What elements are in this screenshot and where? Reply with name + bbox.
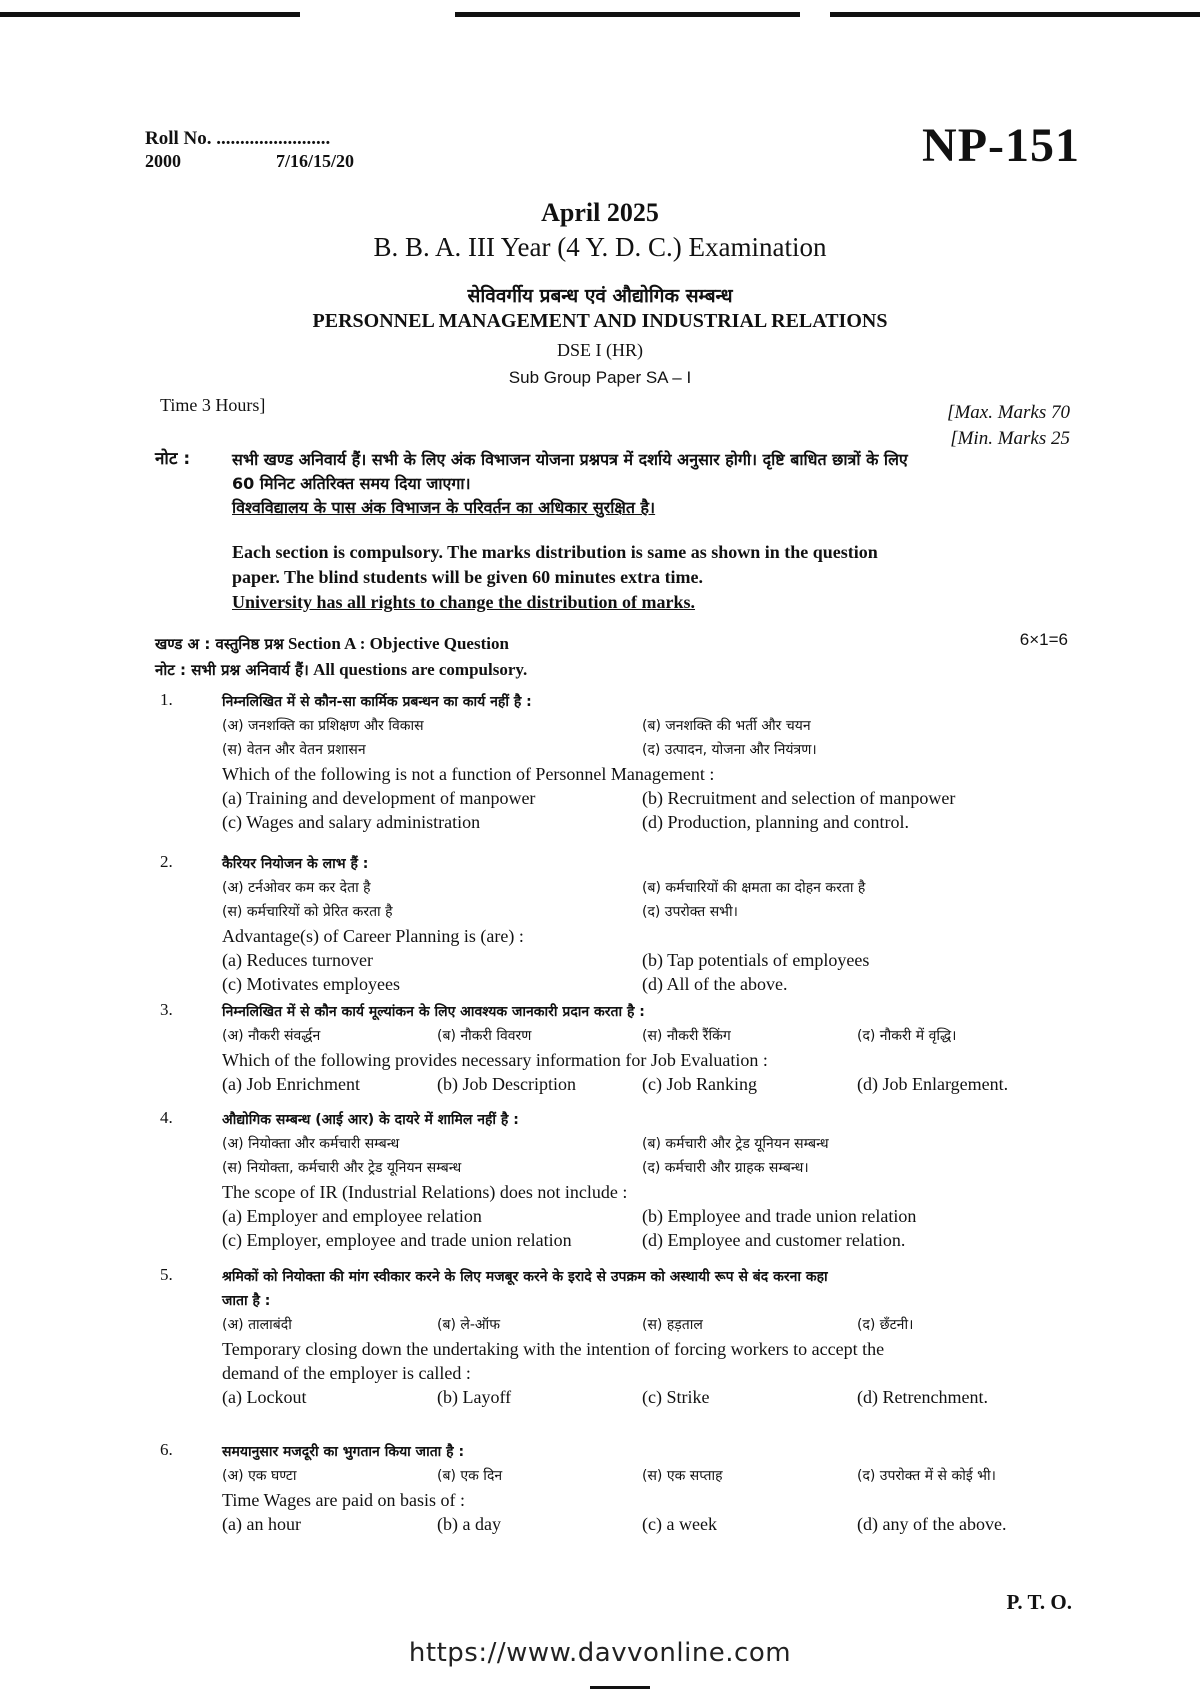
subject-title: PERSONNEL MANAGEMENT AND INDUSTRIAL RELATIONS bbox=[312, 310, 888, 332]
option-hindi-a: (अ) जनशक्ति का प्रशिक्षण और विकास bbox=[222, 718, 424, 734]
option-c: (c) Wages and salary administration bbox=[222, 812, 481, 832]
option-b: (b) a day bbox=[437, 1514, 501, 1534]
section-hindi-label: खण्ड अ : वस्तुनिष्ठ प्रश्न bbox=[155, 635, 284, 653]
option-b: (b) Tap potentials of employees bbox=[642, 950, 870, 970]
option-hindi-c: (स) नियोक्ता, कर्मचारी और ट्रेड यूनियन सम्बन्ध bbox=[222, 1160, 462, 1176]
note-hindi-line1: सभी खण्ड अनिवार्य हैं। सभी के लिए अंक विभाजन योजना प्रश्नपत्र में दर्शाये अनुसार होगी। दृष्टि बाधित छात्रों के लिए bbox=[232, 450, 908, 469]
note-english bbox=[232, 540, 1062, 615]
hindi-subject: सेविवर्गीय प्रबन्ध एवं औद्योगिक सम्बन्ध bbox=[467, 285, 733, 307]
question-hindi: निम्नलिखित में से कौन कार्य मूल्यांकन के लिए आवश्यक जानकारी प्रदान करता है : bbox=[222, 1004, 645, 1020]
question-hindi: औद्योगिक सम्बन्ध (आई आर) के दायरे में शामिल नहीं है : bbox=[222, 1112, 519, 1128]
option-c: (c) Employer, employee and trade union relation bbox=[222, 1230, 572, 1250]
max-marks: [Max. Marks 70 bbox=[947, 402, 1070, 423]
option-a: (a) Employer and employee relation bbox=[222, 1206, 482, 1226]
section-label: Section A : Objective Question bbox=[287, 634, 509, 653]
option-hindi-b: (ब) कर्मचारी और ट्रेड यूनियन सम्बन्ध bbox=[642, 1136, 829, 1152]
question-number: 5. bbox=[160, 1265, 173, 1284]
option-hindi-a: (अ) नियोक्ता और कर्मचारी सम्बन्ध bbox=[222, 1136, 400, 1152]
option-hindi-c: (स) हड़ताल bbox=[642, 1317, 703, 1333]
option-hindi-c: (स) एक सप्ताह bbox=[642, 1468, 723, 1484]
option-c: (c) Job Ranking bbox=[642, 1074, 757, 1094]
question-number: 3. bbox=[160, 1000, 173, 1019]
footer-rule bbox=[590, 1686, 650, 1689]
subgroup-label: Sub Group Paper SA – I bbox=[508, 368, 692, 387]
question-hindi: कैरियर नियोजन के लाभ हैं : bbox=[222, 856, 369, 872]
exam-date: April 2025 bbox=[541, 198, 659, 227]
option-hindi-a: (अ) तालाबंदी bbox=[222, 1317, 292, 1333]
option-hindi-a: (अ) एक घण्टा bbox=[222, 1468, 297, 1484]
option-c: (c) Motivates employees bbox=[222, 974, 400, 994]
question-number: 6. bbox=[160, 1440, 173, 1459]
option-d: (d) any of the above. bbox=[857, 1514, 1007, 1534]
option-c: (c) a week bbox=[642, 1514, 717, 1534]
question-hindi: समयानुसार मजदूरी का भुगतान किया जाता है : bbox=[222, 1444, 465, 1460]
roll-number: Roll No. ........................ bbox=[145, 128, 331, 149]
please-turn-over: P. T. O. bbox=[1006, 1590, 1072, 1614]
question-hindi-cont: जाता है : bbox=[222, 1293, 271, 1309]
option-c: (c) Strike bbox=[642, 1387, 710, 1407]
option-hindi-b: (ब) नौकरी विवरण bbox=[437, 1028, 532, 1044]
question-english: Advantage(s) of Career Planning is (are) : bbox=[222, 926, 524, 946]
option-hindi-d: (द) उत्पादन, योजना और नियंत्रण। bbox=[642, 742, 817, 758]
section-marks: 6×1=6 bbox=[1019, 630, 1068, 649]
question-english: Temporary closing down the undertaking with the intention of forcing workers to accept the bbox=[222, 1339, 885, 1359]
section-heading bbox=[155, 634, 509, 654]
top-rule-left bbox=[0, 12, 300, 17]
option-d: (d) Employee and customer relation. bbox=[642, 1230, 906, 1250]
option-hindi-d: (द) उपरोक्त में से कोई भी। bbox=[857, 1468, 996, 1484]
time-allowed: Time 3 Hours] bbox=[160, 395, 266, 415]
option-b: (b) Employee and trade union relation bbox=[642, 1206, 917, 1226]
note-eng-line2: paper. The blind students will be given 60 minutes extra time. bbox=[232, 567, 704, 587]
option-d: (d) Production, planning and control. bbox=[642, 812, 909, 832]
option-hindi-b: (ब) ले-ऑफ bbox=[437, 1317, 501, 1333]
question-hindi: निम्नलिखित में से कौन-सा कार्मिक प्रबन्धन का कार्य नहीं है : bbox=[222, 694, 532, 710]
question-number: 2. bbox=[160, 852, 173, 871]
question-hindi: श्रमिकों को नियोक्ता की मांग स्वीकार करने के लिए मजबूर करने के इरादे से उपक्रम को अस्थायी रूप से बंद करना कहा bbox=[222, 1269, 828, 1285]
option-a: (a) an hour bbox=[222, 1514, 301, 1534]
option-a: (a) Job Enrichment bbox=[222, 1074, 360, 1094]
paper-code: NP-151 bbox=[922, 119, 1080, 172]
question-number: 4. bbox=[160, 1108, 173, 1127]
option-d: (d) Job Enlargement. bbox=[857, 1074, 1009, 1094]
footer-url[interactable]: https://www.davvonline.com bbox=[408, 1638, 792, 1668]
code-left: 2000 bbox=[145, 151, 181, 171]
option-hindi-b: (ब) एक दिन bbox=[437, 1468, 503, 1484]
section-note-english: All questions are compulsory. bbox=[313, 660, 528, 679]
note-hindi-line3: विश्वविद्यालय के पास अंक विभाजन के परिवर्तन का अधिकार सुरक्षित है। bbox=[232, 498, 656, 517]
option-hindi-c: (स) नौकरी रैंकिंग bbox=[642, 1028, 731, 1044]
top-rule-mid bbox=[455, 12, 800, 17]
option-hindi-a: (अ) नौकरी संवर्द्धन bbox=[222, 1028, 321, 1044]
question-number: 1. bbox=[160, 690, 173, 709]
note-hindi bbox=[232, 448, 1062, 520]
note-label: नोट : bbox=[155, 449, 191, 469]
note-eng-line1: Each section is compulsory. The marks distribution is same as shown in the question bbox=[232, 542, 878, 562]
question-english-cont: demand of the employer is called : bbox=[222, 1363, 471, 1383]
option-hindi-d: (द) छँटनी। bbox=[857, 1317, 914, 1333]
option-hindi-d: (द) नौकरी में वृद्धि। bbox=[857, 1028, 957, 1044]
option-hindi-d: (द) उपरोक्त सभी। bbox=[642, 904, 738, 920]
option-a: (a) Training and development of manpower bbox=[222, 788, 536, 808]
option-a: (a) Lockout bbox=[222, 1387, 307, 1407]
code-mid: 7/16/15/20 bbox=[276, 151, 355, 171]
option-d: (d) All of the above. bbox=[642, 974, 788, 994]
option-hindi-a: (अ) टर्नओवर कम कर देता है bbox=[222, 880, 371, 896]
option-hindi-b: (ब) जनशक्ति की भर्ती और चयन bbox=[642, 718, 811, 734]
question-english: Which of the following provides necessary information for Job Evaluation : bbox=[222, 1050, 768, 1070]
section-note bbox=[155, 660, 527, 680]
exam-title: B. B. A. III Year (4 Y. D. C.) Examination bbox=[373, 232, 827, 262]
min-marks: [Min. Marks 25 bbox=[950, 428, 1070, 449]
top-rule-right bbox=[830, 12, 1200, 17]
header-left bbox=[145, 128, 354, 172]
option-b: (b) Recruitment and selection of manpower bbox=[642, 788, 956, 808]
option-b: (b) Layoff bbox=[437, 1387, 512, 1407]
dse-label: DSE I (HR) bbox=[557, 340, 643, 360]
option-hindi-c: (स) वेतन और वेतन प्रशासन bbox=[222, 742, 366, 758]
option-hindi-c: (स) कर्मचारियों को प्रेरित करता है bbox=[222, 904, 393, 920]
note-eng-line3: University has all rights to change the distribution of marks. bbox=[232, 592, 696, 612]
note-hindi-line2: 60 मिनिट अतिरिक्त समय दिया जाएगा। bbox=[232, 474, 471, 493]
option-d: (d) Retrenchment. bbox=[857, 1387, 988, 1407]
option-b: (b) Job Description bbox=[437, 1074, 576, 1094]
question-english: Time Wages are paid on basis of : bbox=[222, 1490, 466, 1510]
question-english: The scope of IR (Industrial Relations) does not include : bbox=[222, 1182, 628, 1202]
option-hindi-b: (ब) कर्मचारियों की क्षमता का दोहन करता है bbox=[642, 880, 866, 896]
question-english: Which of the following is not a function of Personnel Management : bbox=[222, 764, 715, 784]
option-a: (a) Reduces turnover bbox=[222, 950, 373, 970]
option-hindi-d: (द) कर्मचारी और ग्राहक सम्बन्ध। bbox=[642, 1160, 809, 1176]
section-note-hindi: नोट : सभी प्रश्न अनिवार्य हैं। bbox=[155, 661, 309, 679]
